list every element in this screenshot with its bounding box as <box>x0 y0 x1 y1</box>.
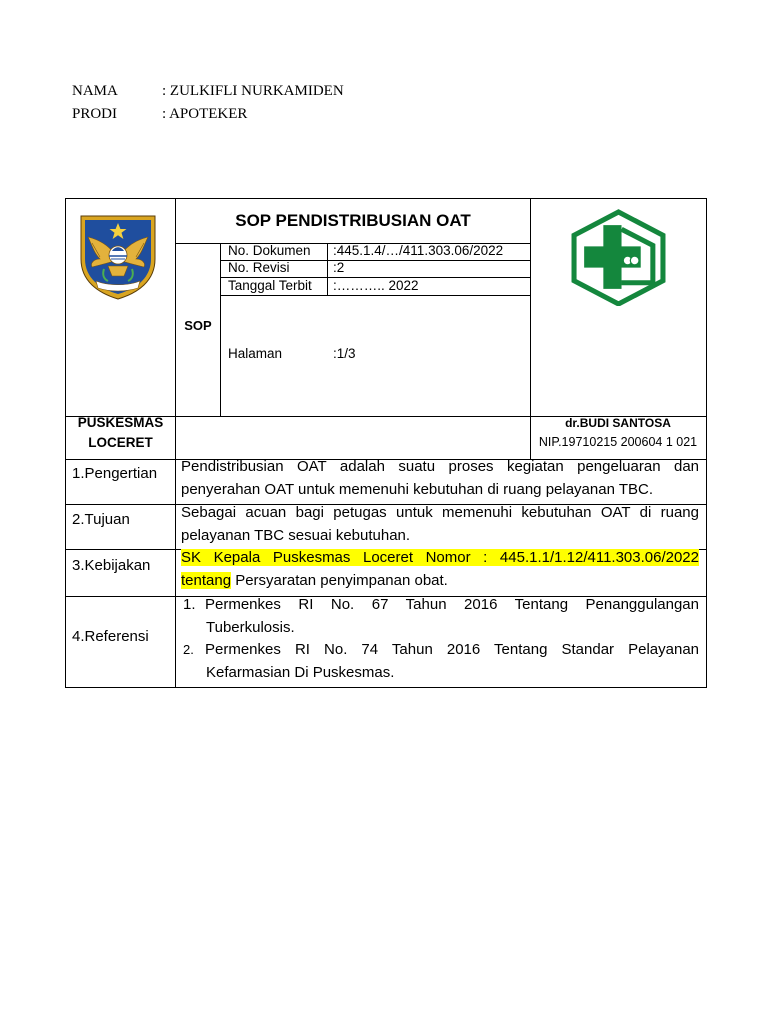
plain-text: Persyaratan penyimpanan obat. <box>231 572 448 589</box>
puskesmas-logo-icon <box>570 209 667 306</box>
section-text-line: pelayanan TBC sesuai kebutuhan. <box>181 527 411 544</box>
section-label-kebijakan: 3.Kebijakan <box>72 557 151 574</box>
section-text-line: penyerahan OAT untuk memenuhi kebutuhan di ruang pelayanan TBC. <box>181 481 653 498</box>
highlighted-text: SK Kepala Puskesmas Loceret Nomor : 445.1.1/1.12/411.303.06/2022 <box>181 549 699 566</box>
section-label-referensi: 4.Referensi <box>72 628 149 645</box>
institution-name-line1: PUSKESMAS <box>77 415 164 430</box>
meta-label-no-revisi: No. Revisi <box>228 260 290 275</box>
list-item-line: Permenkes RI No. 67 Tahun 2016 Tentang Penanggulangan <box>205 596 699 613</box>
list-item-line: Tuberkulosis. <box>206 619 295 636</box>
sop-title: SOP PENDISTRIBUSIAN OAT <box>235 211 471 230</box>
section-label-pengertian: 1.Pengertian <box>72 465 158 482</box>
list-item-line: Permenkes RI No. 74 Tahun 2016 Tentang Standar Pelayanan <box>205 641 699 658</box>
meta-value-halaman: :1/3 <box>333 346 356 361</box>
section-text-line <box>181 569 699 592</box>
signatory-nip: NIP.19710215 200604 1 021 <box>538 435 698 449</box>
list-number: 1. <box>183 596 196 613</box>
regency-emblem-icon <box>78 213 158 301</box>
meta-value-no-dokumen: :445.1.4/…/411.303.06/2022 <box>333 243 504 258</box>
meta-label-halaman: Halaman <box>228 346 283 361</box>
meta-label-no-dokumen: No. Dokumen <box>228 243 311 258</box>
section-text-line: Pendistribusian OAT adalah suatu proses kegiatan pengeluaran dan <box>181 458 699 475</box>
section-text-line: Sebagai acuan bagi petugas untuk memenuhi kebutuhan OAT di ruang <box>181 504 699 521</box>
list-number: 2. <box>183 642 194 657</box>
meta-value-tanggal-terbit: :……….. 2022 <box>333 278 419 293</box>
signatory-name: dr.BUDI SANTOSA <box>565 416 671 430</box>
section-text-line <box>181 546 699 569</box>
section-label-tujuan: 2.Tujuan <box>72 511 130 528</box>
institution-name-line2: LOCERET <box>88 435 153 450</box>
meta-value-no-revisi: :2 <box>333 260 345 275</box>
nama-label: NAMA <box>72 83 118 99</box>
list-item-line: Kefarmasian Di Puskesmas. <box>206 664 395 681</box>
table-divider <box>220 295 531 296</box>
nama-value: : ZULKIFLI NURKAMIDEN <box>162 83 344 99</box>
table-divider <box>327 243 328 296</box>
prodi-value: : APOTEKER <box>162 106 248 122</box>
meta-label-tanggal-terbit: Tanggal Terbit <box>228 278 312 293</box>
highlighted-text: tentang <box>181 572 232 589</box>
prodi-label: PRODI <box>72 106 118 122</box>
sop-label: SOP <box>184 318 212 333</box>
